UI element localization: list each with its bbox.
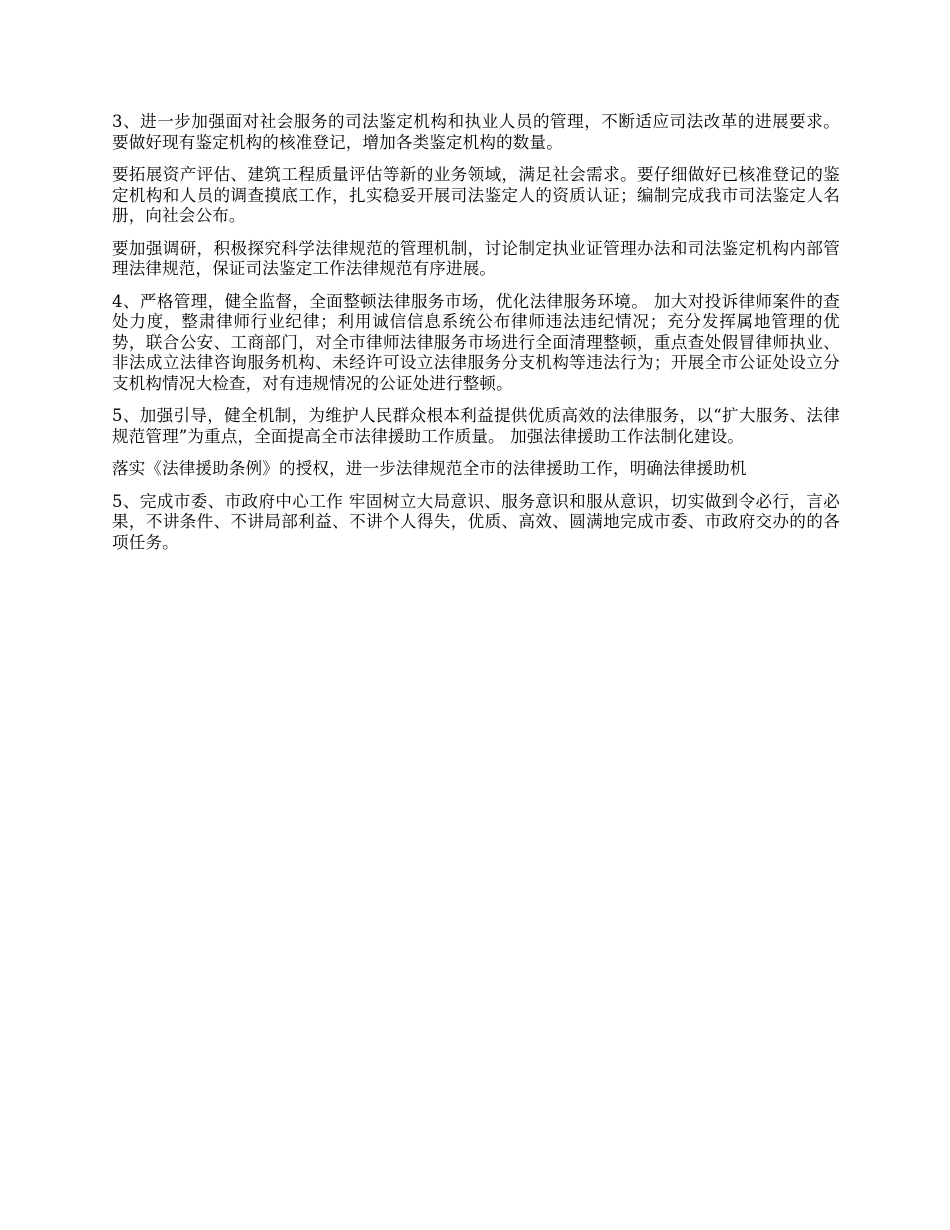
paragraph-research-mechanism: 要加强调研，积极探究科学法律规范的管理机制，讨论制定执业证管理办法和司法鉴定机构内部管理法律规范，保证司法鉴定工作法律规范有序进展。 [112, 238, 840, 278]
paragraph-central-work: 5、完成市委、市政府中心工作 牢固树立大局意识、服务意识和服从意识，切实做到令必行，言必果，不讲条件、不讲局部利益、不讲个人得失，优质、高效、圆满地完成市委、市政府交办的的各项任务。 [112, 491, 840, 552]
paragraph-forensic-management: 3、进一步加强面对社会服务的司法鉴定机构和执业人员的管理，不断适应司法改革的进展要求。 要做好现有鉴定机构的核准登记，增加各类鉴定机构的数量。 [112, 112, 840, 152]
paragraph-strict-supervision: 4、严格管理，健全监督，全面整顿法律服务市场，优化法律服务环境。 加大对投诉律师案件的查处力度，整肃律师行业纪律；利用诚信信息系统公布律师违法违纪情况；充分发挥属地管理的优势，联合公安、工商部门，对全市律师法律服务市场进行全面清理整顿，重点查处假冒律师执业、非法成立法律咨询服务机构、未经许可设立法律服务分支机构等违法行为；开展全市公证处设立分支机构情况大检查，对有违规情况的公证处进行整顿。 [112, 291, 840, 393]
document-body [112, 112, 840, 565]
paragraph-legal-aid-regulation: 落实《法律援助条例》的授权，进一步法律规范全市的法律援助工作，明确法律援助机 [112, 459, 747, 478]
paragraph-business-expansion: 要拓展资产评估、建筑工程质量评估等新的业务领域，满足社会需求。要仔细做好已核准登记的鉴定机构和人员的调查摸底工作，扎实稳妥开展司法鉴定人的资质认证；编制完成我市司法鉴定人名册，向社会公布。 [112, 165, 840, 225]
paragraph-legal-aid-guidance: 5、加强引导，健全机制，为维护人民群众根本利益提供优质高效的法律服务，以“扩大服务、法律规范管理”为重点，全面提高全市法律援助工作质量。 加强法律援助工作法制化建设。 [112, 406, 840, 446]
